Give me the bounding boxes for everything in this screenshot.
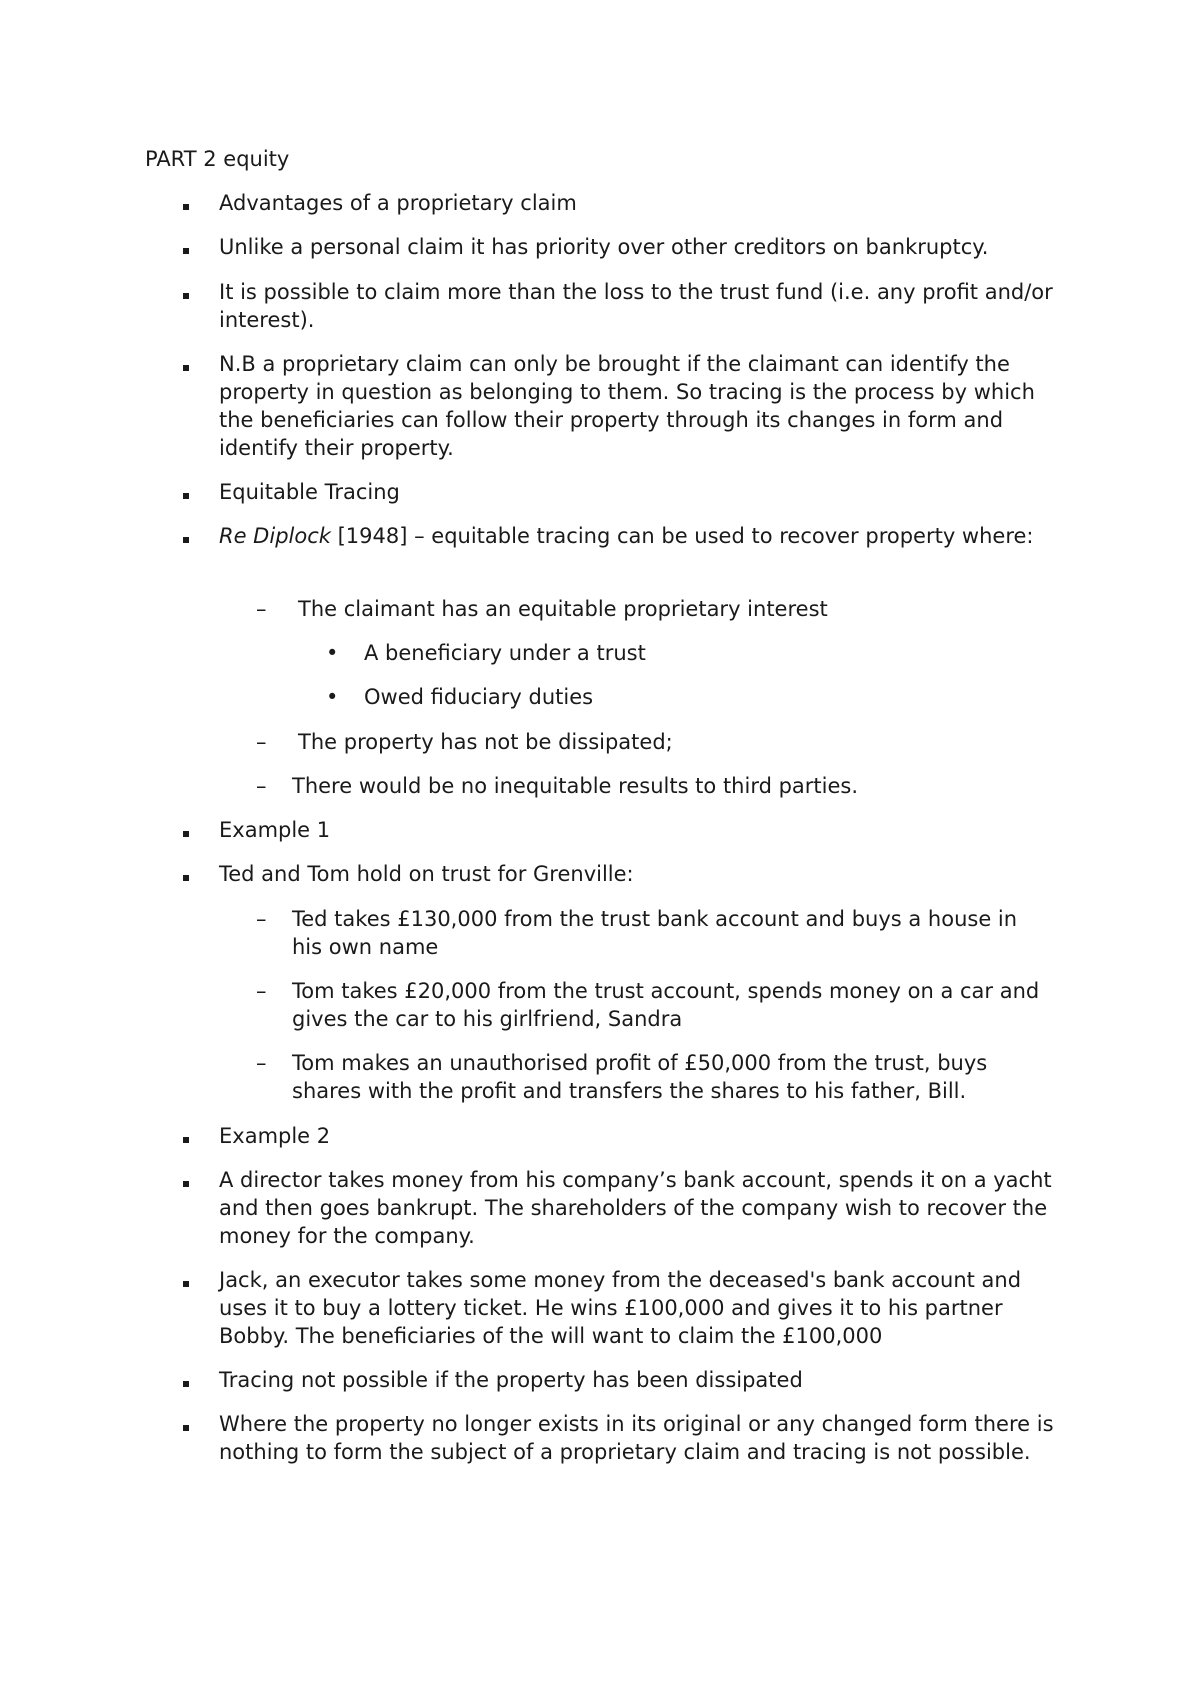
list-item-text: Equitable Tracing <box>219 480 400 504</box>
list-item-text: Owed fiduciary duties <box>364 685 594 709</box>
list-item-text: A director takes money from his company’s bank account, spends it on a yacht and then goes bankrupt. The shareholders of the company wish to recover the money for the company. <box>219 1168 1052 1248</box>
list-item-text: Jack, an executor takes some money from the deceased's bank account and uses it to buy a lottery ticket. He wins £100,000 and gives it to his partner Bobby. The beneficiaries of the will want to claim the £100,000 <box>219 1268 1022 1348</box>
list-item-text: The claimant has an equitable proprietary interest <box>298 597 828 621</box>
dash-bullet-icon: – <box>256 907 267 931</box>
square-bullet-icon <box>183 522 189 550</box>
list-item-text: N.B a proprietary claim can only be brought if the claimant can identify the property in question as belonging to them. So tracing is the process by which the beneficiaries can follow their property through its changes in form and identify their property. <box>219 352 1035 460</box>
dash-bullet-icon: – <box>256 1051 267 1075</box>
dot-bullet-icon: • <box>326 641 339 665</box>
dash-bullet-icon: – <box>256 730 267 754</box>
square-bullet-icon <box>183 1266 189 1294</box>
list-item-text: A beneficiary under a trust <box>364 641 646 665</box>
square-bullet-icon <box>183 189 189 217</box>
square-bullet-icon <box>183 1122 189 1150</box>
square-bullet-icon <box>183 278 189 306</box>
list-item-text: Unlike a personal claim it has priority over other creditors on bankruptcy. <box>219 235 989 259</box>
list-item-text: It is possible to claim more than the loss to the trust fund (i.e. any profit and/or interest). <box>219 280 1053 332</box>
square-bullet-icon <box>183 860 189 888</box>
list-item-text: Tracing not possible if the property has been dissipated <box>219 1368 803 1392</box>
dash-bullet-icon: – <box>256 597 267 621</box>
list-item-text: Example 2 <box>219 1124 331 1148</box>
list-item-text: Example 1 <box>219 818 331 842</box>
square-bullet-icon <box>183 1166 189 1194</box>
list-item-text: The property has not be dissipated; <box>298 730 673 754</box>
square-bullet-icon <box>183 1410 189 1438</box>
list-item-text: Ted and Tom hold on trust for Grenville: <box>219 862 634 886</box>
list-item-text: Tom takes £20,000 from the trust account, spends money on a car and gives the car to his girlfriend, Sandra <box>292 979 1040 1031</box>
list-item-text: Where the property no longer exists in its original or any changed form there is nothing to form the subject of a proprietary claim and tracing is not possible. <box>219 1412 1054 1464</box>
square-bullet-icon <box>183 350 189 378</box>
square-bullet-icon <box>183 478 189 506</box>
list-item-text: Advantages of a proprietary claim <box>219 191 577 215</box>
dash-bullet-icon: – <box>256 774 267 798</box>
list-item-text: Tom makes an unauthorised profit of £50,000 from the trust, buys shares with the profit and transfers the shares to his father, Bill. <box>292 1051 988 1103</box>
dot-bullet-icon: • <box>326 685 339 709</box>
square-bullet-icon <box>183 1366 189 1394</box>
list-item-text: Ted takes £130,000 from the trust bank account and buys a house in his own name <box>292 907 1018 959</box>
page-title: PART 2 equity <box>145 147 290 171</box>
square-bullet-icon <box>183 816 189 844</box>
square-bullet-icon <box>183 233 189 261</box>
case-description: [1948] – equitable tracing can be used to recover property where: <box>330 524 1034 548</box>
list-item-text: There would be no inequitable results to third parties. <box>292 774 859 798</box>
dash-bullet-icon: – <box>256 979 267 1003</box>
case-name: Re Diplock <box>219 524 331 548</box>
list-item-text <box>219 522 1069 550</box>
